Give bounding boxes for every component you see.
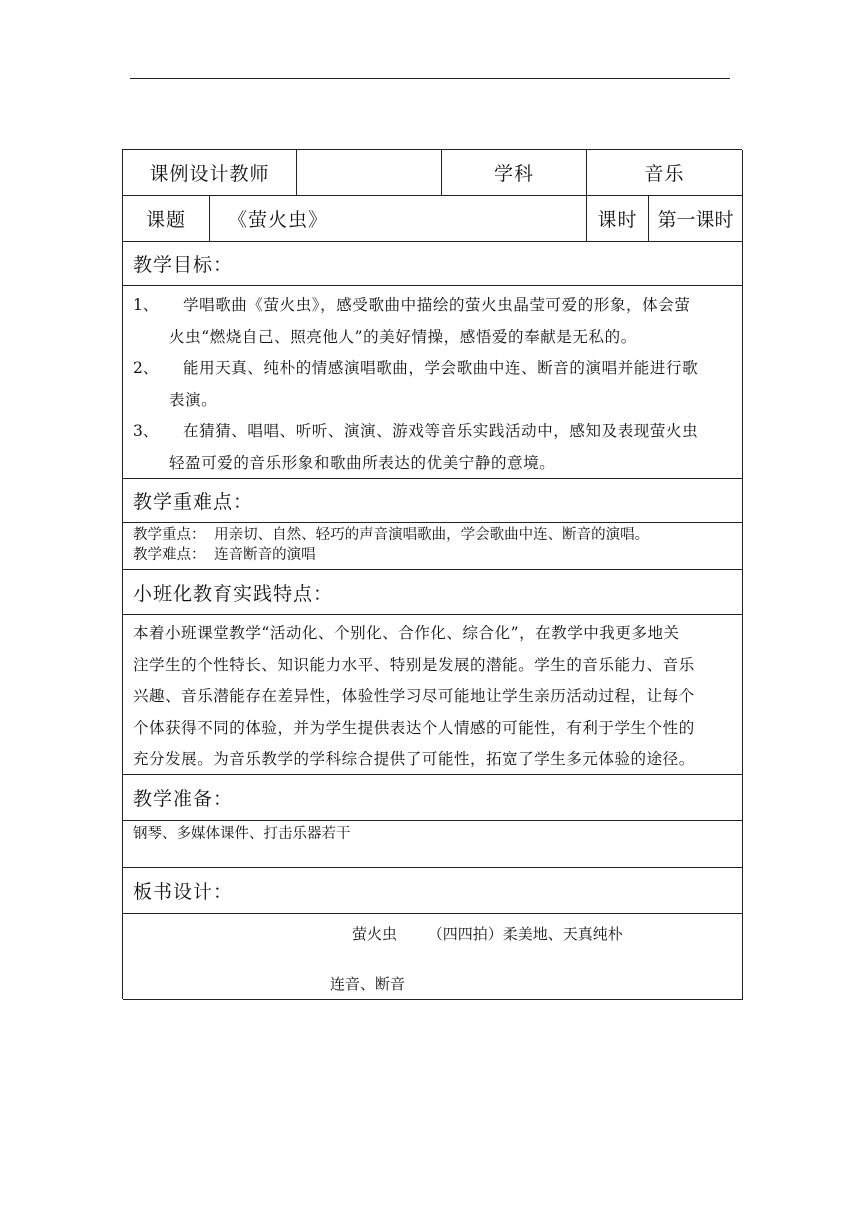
topic-label: 课题 bbox=[145, 209, 186, 231]
board-note: 连音、断音 bbox=[330, 975, 406, 993]
objectives-body bbox=[123, 286, 743, 479]
small-class-title: 小班化教育实践特点： bbox=[133, 582, 334, 605]
period-label: 课时 bbox=[597, 209, 638, 231]
board-header bbox=[123, 868, 743, 914]
period-value-cell bbox=[649, 196, 743, 242]
paragraph-line: 注学生的个性特长、知识能力水平、特别是发展的潜能。学生的音乐能力、音乐 bbox=[133, 655, 695, 674]
paragraph-line: 兴趣、音乐潜能存在差异性，体验性学习尽可能地让学生亲历活动过程，让每个 bbox=[133, 687, 695, 705]
objective-line: 表演。 bbox=[169, 390, 218, 409]
key-points-title: 教学重难点： bbox=[133, 491, 254, 513]
objective-line: 轻盈可爱的音乐形象和歌曲所表达的优美宁静的意境。 bbox=[169, 453, 556, 472]
small-class-paragraph bbox=[133, 618, 695, 776]
preparation-header bbox=[123, 775, 743, 821]
objectives-header bbox=[123, 242, 743, 286]
topic-value-cell bbox=[210, 196, 587, 242]
objective-line: 学唱歌曲《萤火虫》，感受歌曲中描绘的萤火虫晶莹可爱的形象，体会萤 bbox=[183, 296, 691, 314]
small-class-body bbox=[123, 615, 743, 775]
key-focus-line bbox=[133, 525, 649, 545]
difficulty-label: 教学难点： bbox=[133, 547, 206, 563]
paragraph-line: 个体获得不同的体验，并为学生提供表达个人情感的可能性，有利于学生个性的 bbox=[133, 718, 695, 737]
board-body bbox=[123, 914, 743, 1000]
subject-label: 学科 bbox=[493, 163, 534, 185]
subject-label-cell bbox=[442, 150, 587, 196]
lesson-plan-table bbox=[122, 149, 742, 999]
preparation-text: 钢琴、多媒体课件、打击乐器若干 bbox=[133, 826, 351, 842]
board-title: 板书设计： bbox=[133, 881, 234, 903]
key-points-body bbox=[123, 523, 743, 570]
objective-number: 3、 bbox=[133, 422, 159, 440]
subject-value-cell bbox=[587, 150, 743, 196]
teacher-value-cell bbox=[297, 150, 442, 196]
paragraph-line: 充分发展。为音乐教学的学科综合提供了可能性，拓宽了学生多元体验的途径。 bbox=[133, 750, 695, 768]
objectives-title: 教学目标： bbox=[133, 254, 234, 276]
focus-label: 教学重点： bbox=[133, 527, 206, 543]
objective-number: 2、 bbox=[133, 359, 159, 377]
board-meter: （四四拍）柔美地、天真纯朴 bbox=[427, 925, 623, 943]
subject-value: 音乐 bbox=[644, 163, 685, 185]
period-label-cell bbox=[587, 196, 649, 242]
key-points-header bbox=[123, 479, 743, 523]
objective-line: 能用天真、纯朴的情感演唱歌曲，学会歌曲中连、断音的演唱并能进行歌 bbox=[183, 359, 699, 377]
period-value: 第一课时 bbox=[657, 209, 734, 231]
objective-line: 火虫“燃烧自己、照亮他人”的美好情操，感悟爱的奉献是无私的。 bbox=[169, 327, 637, 346]
teacher-label: 课例设计教师 bbox=[149, 163, 270, 185]
objective-number: 1、 bbox=[133, 296, 159, 314]
paragraph-line: 本着小班课堂教学“活动化、个别化、合作化、综合化”，在教学中我更多地关 bbox=[133, 624, 680, 642]
board-song-line bbox=[352, 922, 623, 946]
small-class-header bbox=[123, 570, 743, 615]
preparation-title: 教学准备： bbox=[133, 788, 234, 810]
preparation-body bbox=[123, 821, 743, 868]
teacher-label-cell bbox=[123, 150, 297, 196]
topic-value: 《萤火虫》 bbox=[228, 209, 329, 231]
topic-label-cell bbox=[123, 196, 210, 242]
key-difficulty-line bbox=[133, 545, 316, 565]
difficulty-text: 连音断音的演唱 bbox=[214, 547, 316, 563]
header-rule bbox=[130, 78, 730, 79]
focus-text: 用亲切、自然、轻巧的声音演唱歌曲，学会歌曲中连、断音的演唱。 bbox=[214, 527, 650, 543]
objective-line: 在猜猜、唱唱、听听、演演、游戏等音乐实践活动中，感知及表现萤火虫 bbox=[183, 422, 699, 440]
board-song: 萤火虫 bbox=[352, 925, 398, 943]
